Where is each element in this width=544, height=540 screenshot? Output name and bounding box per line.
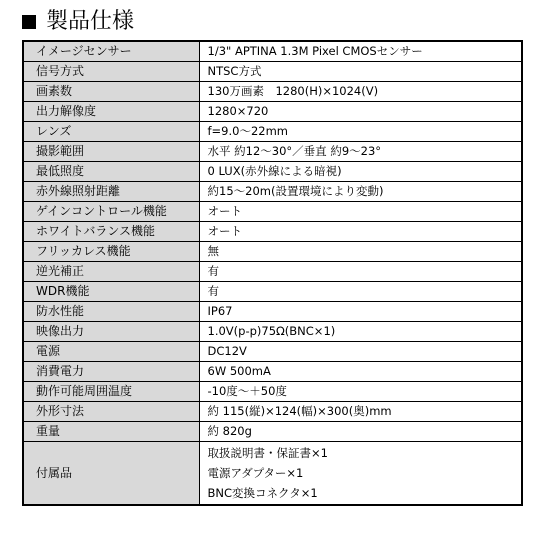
- spec-value: 有: [199, 262, 522, 282]
- spec-label: 映像出力: [23, 322, 199, 342]
- spec-value: オート: [199, 202, 522, 222]
- square-bullet-icon: [22, 15, 36, 29]
- spec-value: NTSC方式: [199, 62, 522, 82]
- spec-value: 1.0V(p-p)75Ω(BNC×1): [199, 322, 522, 342]
- spec-row-min-illumination: [23, 162, 522, 182]
- spec-table: [22, 40, 523, 506]
- spec-value: 1280×720: [199, 102, 522, 122]
- spec-row-output-resolution: [23, 102, 522, 122]
- spec-value: -10度～＋50度: [199, 382, 522, 402]
- spec-row-flickerless: [23, 242, 522, 262]
- spec-label: 撮影範囲: [23, 142, 199, 162]
- spec-row-wdr: [23, 282, 522, 302]
- spec-label: イメージセンサー: [23, 41, 199, 62]
- spec-value: 0 LUX(赤外線による暗視): [199, 162, 522, 182]
- spec-row-dimensions: [23, 402, 522, 422]
- spec-row-signal-system: [23, 62, 522, 82]
- spec-label: 外形寸法: [23, 402, 199, 422]
- spec-label: 画素数: [23, 82, 199, 102]
- spec-value: 無: [199, 242, 522, 262]
- spec-row-weight: [23, 422, 522, 442]
- spec-value: IP67: [199, 302, 522, 322]
- spec-label: 電源: [23, 342, 199, 362]
- accessory-item: 電源アダプター×1: [207, 466, 304, 480]
- spec-row-accessories: [23, 442, 522, 506]
- spec-label: ゲインコントロール機能: [23, 202, 199, 222]
- spec-value: 6W 500mA: [199, 362, 522, 382]
- spec-value: 1/3" APTINA 1.3M Pixel CMOSセンサー: [199, 41, 522, 62]
- spec-value: 約 115(縦)×124(幅)×300(奥)mm: [199, 402, 522, 422]
- section-title: 製品仕様: [46, 9, 135, 34]
- spec-row-waterproof: [23, 302, 522, 322]
- spec-row-pixels: [23, 82, 522, 102]
- spec-label: 逆光補正: [23, 262, 199, 282]
- spec-value: 有: [199, 282, 522, 302]
- spec-label: ホワイトバランス機能: [23, 222, 199, 242]
- spec-value: 130万画素 1280(H)×1024(V): [199, 82, 522, 102]
- spec-label: 付属品: [23, 442, 199, 506]
- spec-row-power-consumption: [23, 362, 522, 382]
- spec-value: DC12V: [199, 342, 522, 362]
- spec-row-lens: [23, 122, 522, 142]
- spec-label: 赤外線照射距離: [23, 182, 199, 202]
- spec-label: レンズ: [23, 122, 199, 142]
- spec-label: 重量: [23, 422, 199, 442]
- section-heading: [22, 6, 134, 38]
- spec-row-video-output: [23, 322, 522, 342]
- spec-label: WDR機能: [23, 282, 199, 302]
- spec-label: 最低照度: [23, 162, 199, 182]
- spec-label: 動作可能周囲温度: [23, 382, 199, 402]
- spec-row-gain-control: [23, 202, 522, 222]
- spec-value: オート: [199, 222, 522, 242]
- spec-label: 消費電力: [23, 362, 199, 382]
- spec-row-field-of-view: [23, 142, 522, 162]
- spec-row-image-sensor: [23, 41, 522, 62]
- accessory-item: BNC変換コネクタ×1: [207, 486, 318, 500]
- accessory-item: 取扱説明書・保証書×1: [207, 446, 328, 460]
- spec-label: 出力解像度: [23, 102, 199, 122]
- spec-value-list: [199, 442, 522, 506]
- spec-row-power-supply: [23, 342, 522, 362]
- spec-value: 約15～20m(設置環境により変動): [199, 182, 522, 202]
- spec-row-white-balance: [23, 222, 522, 242]
- spec-value: f=9.0～22mm: [199, 122, 522, 142]
- spec-row-operating-temperature: [23, 382, 522, 402]
- spec-label: 防水性能: [23, 302, 199, 322]
- spec-value: 約 820g: [199, 422, 522, 442]
- spec-row-ir-distance: [23, 182, 522, 202]
- spec-label: 信号方式: [23, 62, 199, 82]
- spec-label: フリッカレス機能: [23, 242, 199, 262]
- spec-value: 水平 約12～30°／垂直 約9～23°: [199, 142, 522, 162]
- spec-row-backlight-compensation: [23, 262, 522, 282]
